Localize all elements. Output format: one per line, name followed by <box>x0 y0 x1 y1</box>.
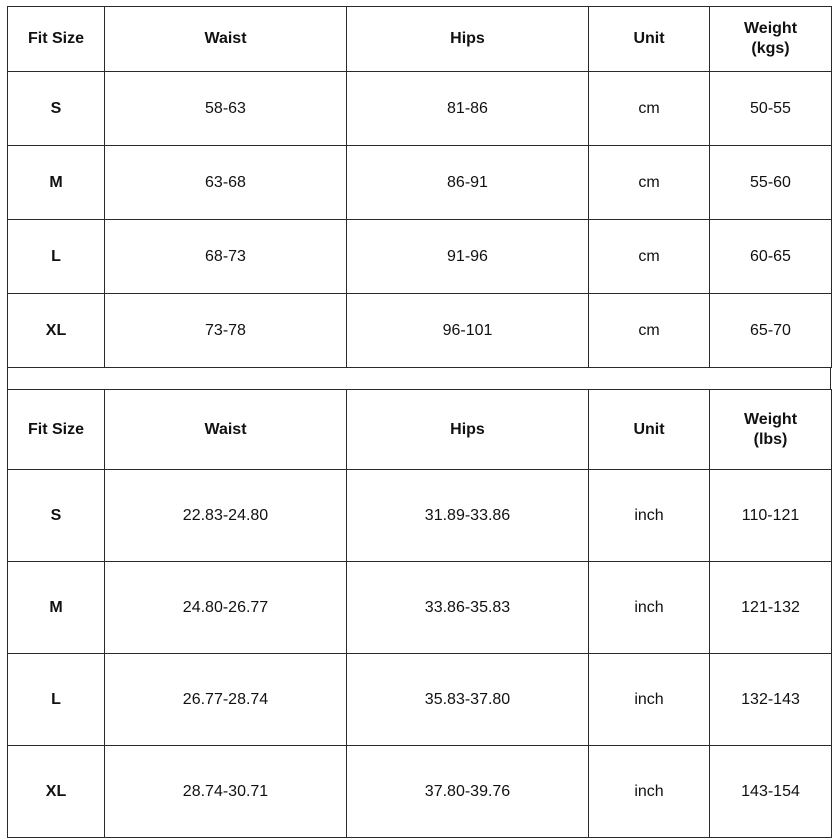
table-header-row <box>8 390 832 470</box>
weight-cell: 132-143 <box>710 654 832 746</box>
waist-cell: 58-63 <box>105 72 347 146</box>
hips-header: Hips <box>347 390 589 470</box>
weight-cell: 143-154 <box>710 746 832 838</box>
waist-header: Waist <box>105 7 347 72</box>
weight-cell: 121-132 <box>710 562 832 654</box>
hips-cell: 91-96 <box>347 220 589 294</box>
unit-cell: cm <box>589 294 710 368</box>
hips-cell: 86-91 <box>347 146 589 220</box>
unit-cell: cm <box>589 146 710 220</box>
waist-header: Waist <box>105 390 347 470</box>
unit-header: Unit <box>589 7 710 72</box>
hips-header: Hips <box>347 7 589 72</box>
waist-cell: 28.74-30.71 <box>105 746 347 838</box>
waist-cell: 68-73 <box>105 220 347 294</box>
fit-size-header: Fit Size <box>8 390 105 470</box>
weight-header-label: Weight <box>743 410 798 428</box>
unit-cell: cm <box>589 72 710 146</box>
hips-cell: 35.83-37.80 <box>347 654 589 746</box>
size-cell: XL <box>8 746 105 838</box>
hips-cell: 81-86 <box>347 72 589 146</box>
weight-cell: 60-65 <box>710 220 832 294</box>
weight-header-unit: (lbs) <box>753 430 788 448</box>
unit-header: Unit <box>589 390 710 470</box>
waist-cell: 22.83-24.80 <box>105 470 347 562</box>
weight-cell: 110-121 <box>710 470 832 562</box>
waist-cell: 63-68 <box>105 146 347 220</box>
weight-header <box>710 390 832 470</box>
unit-cell: inch <box>589 562 710 654</box>
unit-cell: cm <box>589 220 710 294</box>
unit-cell: inch <box>589 746 710 838</box>
table-row <box>8 146 832 220</box>
waist-cell: 24.80-26.77 <box>105 562 347 654</box>
size-cell: XL <box>8 294 105 368</box>
size-cell: S <box>8 470 105 562</box>
table-row <box>8 562 832 654</box>
hips-cell: 37.80-39.76 <box>347 746 589 838</box>
unit-cell: inch <box>589 654 710 746</box>
table-divider <box>7 367 831 389</box>
size-cell: M <box>8 562 105 654</box>
hips-cell: 96-101 <box>347 294 589 368</box>
waist-cell: 73-78 <box>105 294 347 368</box>
table-row <box>8 654 832 746</box>
table-row <box>8 294 832 368</box>
table-row <box>8 746 832 838</box>
waist-cell: 26.77-28.74 <box>105 654 347 746</box>
table-row <box>8 470 832 562</box>
hips-cell: 31.89-33.86 <box>347 470 589 562</box>
size-cell: L <box>8 654 105 746</box>
fit-size-header: Fit Size <box>8 7 105 72</box>
weight-cell: 55-60 <box>710 146 832 220</box>
weight-header-unit: (kgs) <box>751 40 790 57</box>
table-row <box>8 220 832 294</box>
weight-cell: 50-55 <box>710 72 832 146</box>
unit-cell: inch <box>589 470 710 562</box>
table-header-row <box>8 7 832 72</box>
size-cell: M <box>8 146 105 220</box>
hips-cell: 33.86-35.83 <box>347 562 589 654</box>
size-chart-imperial-table <box>7 389 832 838</box>
table-row <box>8 72 832 146</box>
weight-cell: 65-70 <box>710 294 832 368</box>
size-chart-metric-table <box>7 6 832 368</box>
size-cell: S <box>8 72 105 146</box>
weight-header-label: Weight <box>743 20 798 37</box>
size-cell: L <box>8 220 105 294</box>
weight-header <box>710 7 832 72</box>
